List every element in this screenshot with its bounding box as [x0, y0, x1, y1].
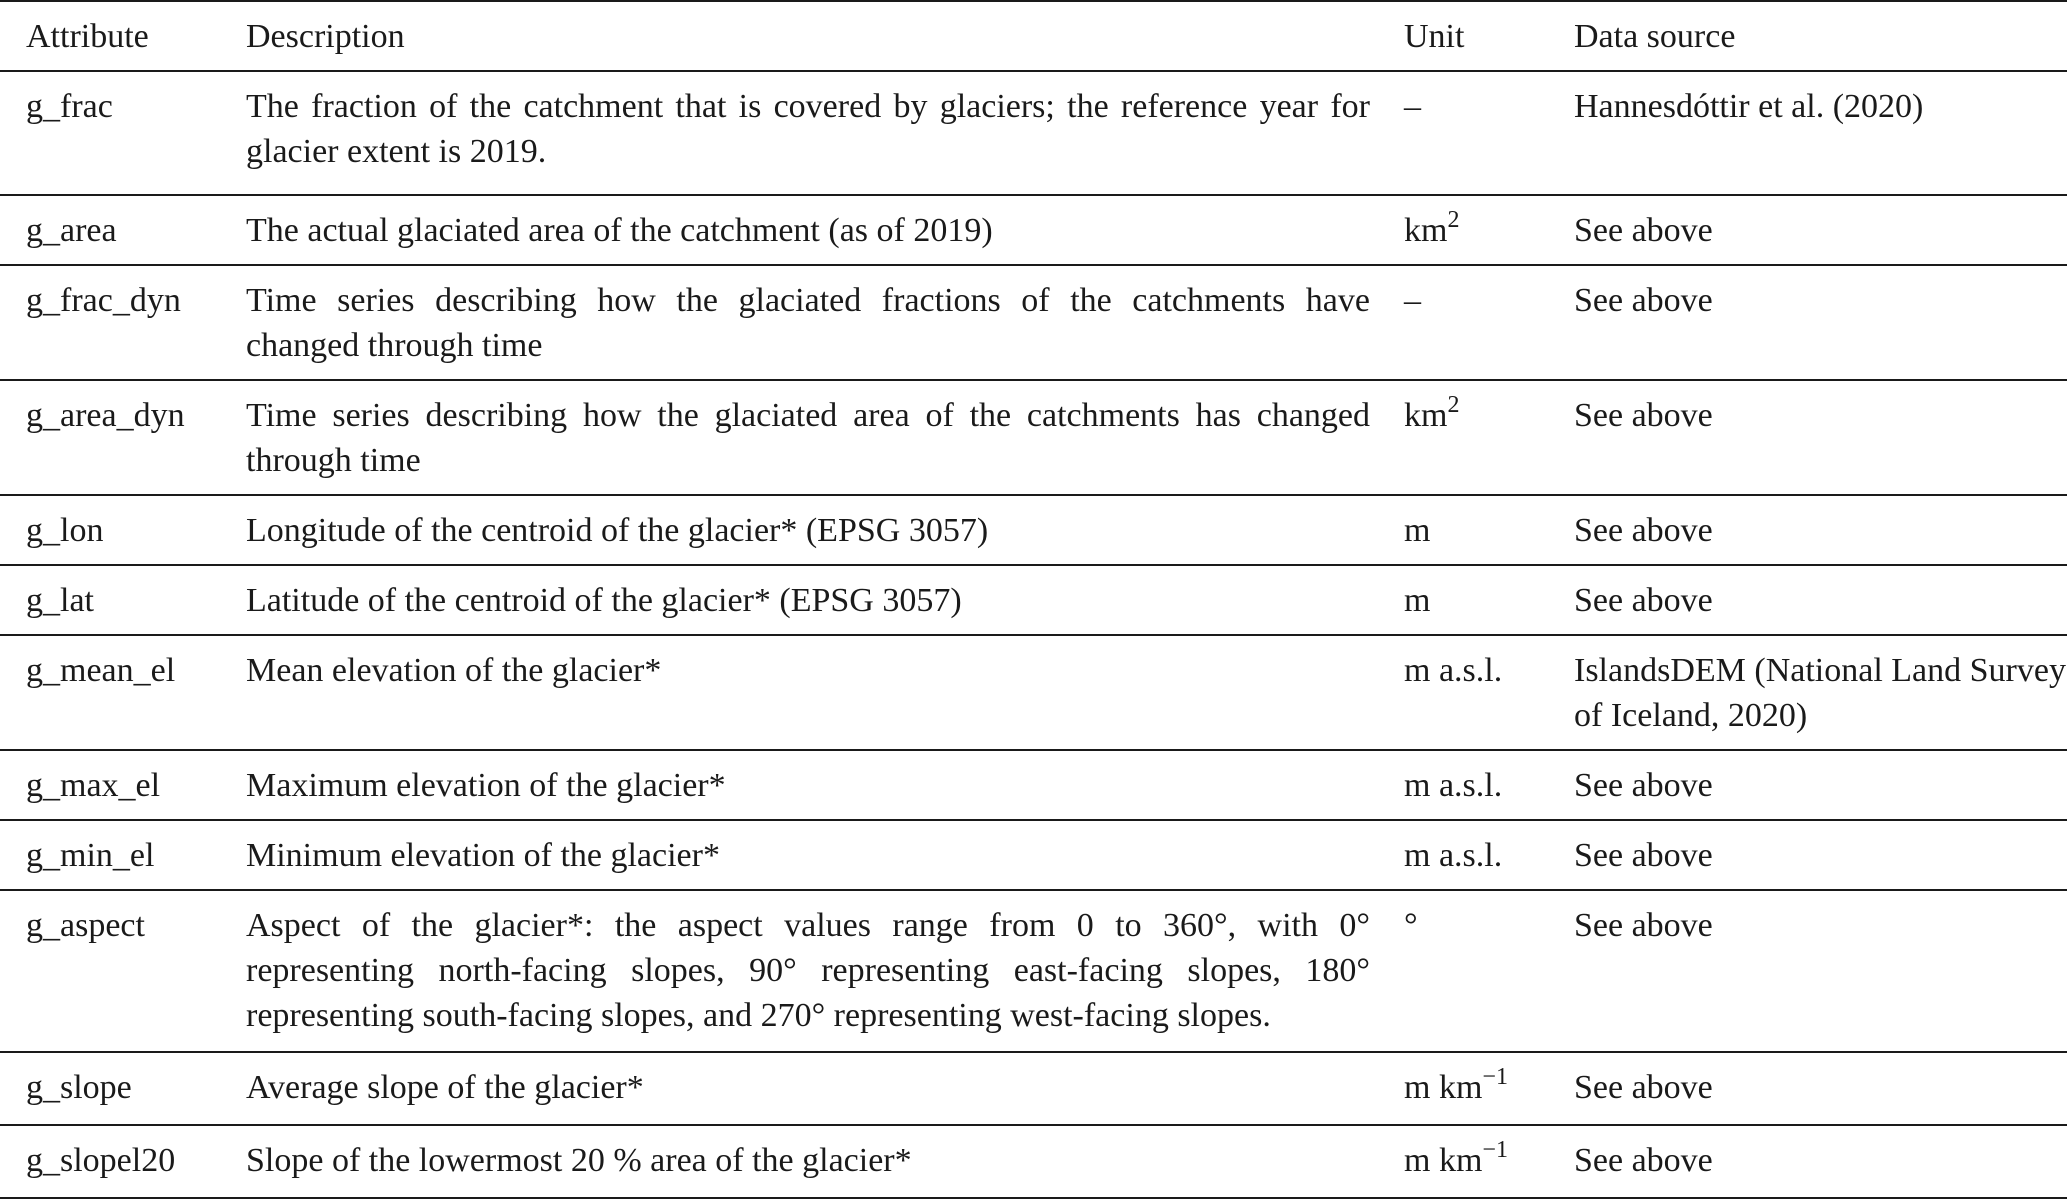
- attribute-cell: g_area: [0, 195, 246, 265]
- data-source-cell: See above: [1574, 1052, 2067, 1125]
- attribute-cell: g_mean_el: [0, 635, 246, 750]
- header-unit: Unit: [1404, 1, 1574, 71]
- unit-cell: [1404, 635, 1574, 750]
- unit-cell: [1404, 1125, 1574, 1198]
- attribute-cell: g_frac_dyn: [0, 265, 246, 380]
- unit-superscript: 2: [1447, 207, 1460, 233]
- table-row: [0, 820, 2067, 890]
- unit-cell: [1404, 71, 1574, 195]
- unit-cell: [1404, 195, 1574, 265]
- attribute-cell: g_frac: [0, 71, 246, 195]
- unit-cell: [1404, 890, 1574, 1052]
- description-cell: Slope of the lowermost 20 % area of the glacier*: [246, 1125, 1404, 1198]
- attribute-cell: g_slopel20: [0, 1125, 246, 1198]
- unit-base: –: [1404, 88, 1421, 125]
- unit-cell: [1404, 495, 1574, 565]
- data-source-cell: See above: [1574, 380, 2067, 495]
- description-cell: The fraction of the catchment that is covered by glaciers; the reference year for glacier extent is 2019.: [246, 71, 1404, 195]
- unit-base: km: [1404, 212, 1448, 249]
- table-row: [0, 1052, 2067, 1125]
- table-row: [0, 71, 2067, 195]
- unit-base: –: [1404, 282, 1421, 319]
- table-row: [0, 635, 2067, 750]
- description-cell: Longitude of the centroid of the glacier* (EPSG 3057): [246, 495, 1404, 565]
- unit-superscript: −1: [1482, 1137, 1508, 1163]
- unit-base: km: [1404, 397, 1448, 434]
- unit-base: °: [1404, 907, 1418, 944]
- table-row: [0, 265, 2067, 380]
- attribute-cell: g_max_el: [0, 750, 246, 820]
- unit-cell: [1404, 380, 1574, 495]
- unit-cell: [1404, 565, 1574, 635]
- description-cell: Time series describing how the glaciated area of the catchments has changed through time: [246, 380, 1404, 495]
- description-cell: Maximum elevation of the glacier*: [246, 750, 1404, 820]
- description-cell: Minimum elevation of the glacier*: [246, 820, 1404, 890]
- attribute-cell: g_area_dyn: [0, 380, 246, 495]
- description-cell: Mean elevation of the glacier*: [246, 635, 1404, 750]
- description-cell: Average slope of the glacier*: [246, 1052, 1404, 1125]
- table-row: [0, 890, 2067, 1052]
- unit-base: m a.s.l.: [1404, 767, 1503, 804]
- header-description: Description: [246, 1, 1404, 71]
- unit-base: m km: [1404, 1069, 1483, 1106]
- table-row: [0, 380, 2067, 495]
- unit-superscript: 2: [1447, 392, 1460, 418]
- attribute-cell: g_slope: [0, 1052, 246, 1125]
- table-row: [0, 495, 2067, 565]
- attribute-cell: g_min_el: [0, 820, 246, 890]
- attribute-cell: g_lat: [0, 565, 246, 635]
- data-source-cell: See above: [1574, 820, 2067, 890]
- table-row: [0, 1125, 2067, 1198]
- table-body: [0, 71, 2067, 1198]
- description-cell: Latitude of the centroid of the glacier* (EPSG 3057): [246, 565, 1404, 635]
- data-source-cell: See above: [1574, 1125, 2067, 1198]
- data-source-cell: IslandsDEM (National Land Survey of Iceland, 2020): [1574, 635, 2067, 750]
- data-source-cell: See above: [1574, 750, 2067, 820]
- data-source-cell: See above: [1574, 565, 2067, 635]
- unit-superscript: −1: [1482, 1064, 1508, 1090]
- header-data-source: Data source: [1574, 1, 2067, 71]
- description-cell: Aspect of the glacier*: the aspect values range from 0 to 360°, with 0° representing north-facing slopes, 90° representing east-facing slopes, 180° representing south-facing slopes, and 270° representing west-facing slopes.: [246, 890, 1404, 1052]
- table-row: [0, 565, 2067, 635]
- description-cell: Time series describing how the glaciated fractions of the catchments have changed through time: [246, 265, 1404, 380]
- unit-base: m: [1404, 582, 1431, 619]
- attribute-cell: g_lon: [0, 495, 246, 565]
- table-header: [0, 1, 2067, 71]
- unit-cell: [1404, 1052, 1574, 1125]
- unit-base: m: [1404, 512, 1431, 549]
- data-source-cell: See above: [1574, 890, 2067, 1052]
- header-row: [0, 1, 2067, 71]
- table-row: [0, 750, 2067, 820]
- data-source-cell: See above: [1574, 495, 2067, 565]
- unit-cell: [1404, 750, 1574, 820]
- data-source-cell: See above: [1574, 195, 2067, 265]
- data-source-cell: See above: [1574, 265, 2067, 380]
- attribute-cell: g_aspect: [0, 890, 246, 1052]
- unit-base: m a.s.l.: [1404, 652, 1503, 689]
- description-cell: The actual glaciated area of the catchment (as of 2019): [246, 195, 1404, 265]
- unit-base: m a.s.l.: [1404, 837, 1503, 874]
- unit-cell: [1404, 265, 1574, 380]
- unit-cell: [1404, 820, 1574, 890]
- header-attribute: Attribute: [0, 1, 246, 71]
- data-source-cell: Hannesdóttir et al. (2020): [1574, 71, 2067, 195]
- unit-base: m km: [1404, 1142, 1483, 1179]
- table-row: [0, 195, 2067, 265]
